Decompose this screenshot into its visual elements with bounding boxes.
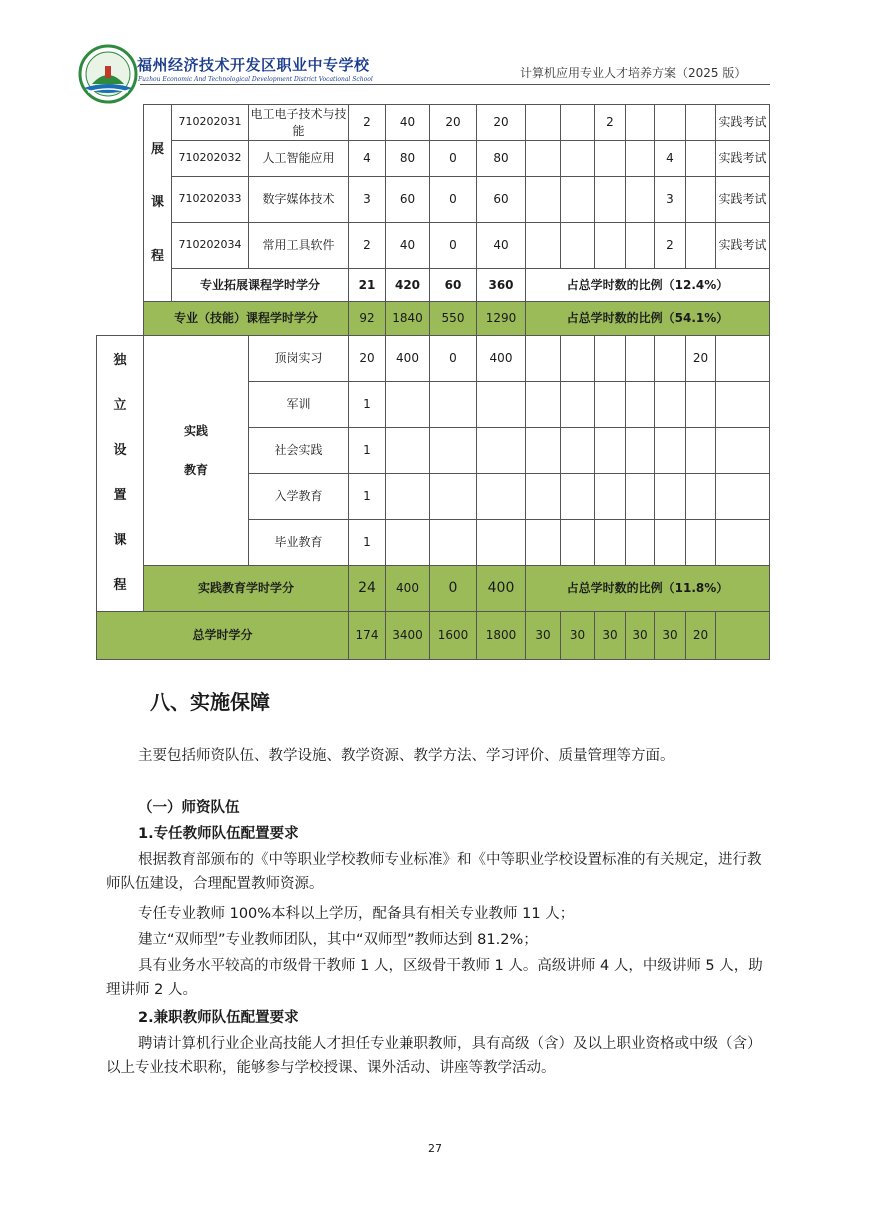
semester-cell [561,177,595,223]
credit-cell: 2 [349,105,386,141]
category-char: 立 [113,398,127,414]
practice-cell [477,520,526,566]
credit-cell: 1 [349,474,386,520]
paragraph: 具有业务水平较高的市级骨干教师 1 人，区级骨干教师 1 人。高级讲师 4 人，中级讲师 5 人，助理讲师 2 人。 [106,958,763,998]
semester-cell: 20 [686,336,716,382]
course-code: 710202031 [172,105,249,141]
semester-cell [626,520,655,566]
category-char: 程 [113,578,127,594]
credit-cell: 3 [349,177,386,223]
semester-cell [561,105,595,141]
semester-cell [526,141,561,177]
exam-cell [716,382,770,428]
semester-cell [561,428,595,474]
exam-cell [716,520,770,566]
hours-cell: 80 [386,141,430,177]
table-row [97,223,770,269]
semester-cell [526,105,561,141]
exam-cell: 实践考试 [716,105,770,141]
exam-cell [716,474,770,520]
exam-cell [716,428,770,474]
practice-cell [477,428,526,474]
course-name: 社会实践 [249,428,349,474]
semester-cell [595,520,626,566]
table-row [97,105,770,141]
semester-cell: 2 [595,105,626,141]
semester-cell [626,382,655,428]
header-divider [140,84,770,85]
semester-cell [595,382,626,428]
hours-cell [386,428,430,474]
semester-cell [595,474,626,520]
exam-cell [716,336,770,382]
practice-cell: 400 [477,566,526,612]
theory-cell [430,474,477,520]
document-title: 计算机应用专业人才培养方案（2025 版） [520,66,747,80]
theory-cell: 0 [430,336,477,382]
semester-cell [526,177,561,223]
semester-cell: 4 [655,141,686,177]
course-name: 军训 [249,382,349,428]
theory-cell: 0 [430,223,477,269]
semester-cell: 30 [561,612,595,660]
course-code: 710202034 [172,223,249,269]
semester-cell [686,177,716,223]
course-name: 入学教育 [249,474,349,520]
exam-cell: 实践考试 [716,223,770,269]
exam-cell [716,612,770,660]
ratio-cell: 占总学时数的比例（12.4%） [526,269,770,302]
hours-cell: 3400 [386,612,430,660]
semester-cell: 30 [655,612,686,660]
semester-cell: 20 [686,612,716,660]
semester-cell [626,141,655,177]
semester-cell [655,382,686,428]
semester-cell: 30 [595,612,626,660]
indep-category-cell [97,336,144,612]
hours-cell: 60 [386,177,430,223]
theory-cell [430,428,477,474]
semester-cell [595,141,626,177]
course-name: 数字媒体技术 [249,177,349,223]
course-code: 710202032 [172,141,249,177]
school-logo-icon [78,44,138,104]
semester-cell [561,520,595,566]
credit-cell: 20 [349,336,386,382]
semester-cell: 2 [655,223,686,269]
practice-cell: 1800 [477,612,526,660]
semester-cell: 3 [655,177,686,223]
hours-cell: 40 [386,223,430,269]
semester-cell [686,105,716,141]
subtotal-label: 实践教育学时学分 [144,566,349,612]
theory-cell: 550 [430,302,477,336]
theory-cell: 1600 [430,612,477,660]
school-name-en: Fuzhou Economic And Technological Development District Vocational School [138,76,373,83]
semester-cell [686,141,716,177]
semester-cell [561,382,595,428]
paragraph: 建立“双师型”专业教师团队，其中“双师型”教师达到 81.2%； [138,932,538,948]
table-row [97,177,770,223]
subtotal-label: 专业（技能）课程学时学分 [144,302,349,336]
semester-cell [655,428,686,474]
course-name: 常用工具软件 [249,223,349,269]
hours-cell: 40 [386,105,430,141]
practice-cell: 400 [477,336,526,382]
page-number: 27 [428,1142,442,1155]
semester-cell [686,428,716,474]
course-name: 电工电子技术与技能 [249,105,349,141]
theory-cell [430,382,477,428]
semester-cell: 30 [626,612,655,660]
practice-group-line: 实践 [183,424,208,439]
credit-cell: 92 [349,302,386,336]
semester-cell [526,336,561,382]
subtotal-label: 专业拓展课程学时学分 [172,269,349,302]
course-name: 毕业教育 [249,520,349,566]
curriculum-table [96,104,770,660]
practice-cell: 20 [477,105,526,141]
practice-cell: 1290 [477,302,526,336]
subsection-heading: （一）师资队伍 [138,800,240,816]
practice-cell: 40 [477,223,526,269]
section-title: 八、实施保障 [150,690,270,714]
practice-cell: 60 [477,177,526,223]
semester-cell [561,141,595,177]
paragraph: 根据教育部颁布的《中等职业学校教师专业标准》和《中等职业学校设置标准的有关规定，进行教师队伍建设，合理配置教师资源。 [106,852,762,892]
category-char: 程 [150,248,164,264]
category-char: 课 [150,195,164,211]
intro-paragraph: 主要包括师资队伍、教学设施、教学资源、教学方法、学习评价、质量管理等方面。 [138,748,675,764]
credit-cell: 2 [349,223,386,269]
practice-group-line: 教育 [183,462,208,477]
theory-cell: 0 [430,141,477,177]
hours-cell: 400 [386,566,430,612]
semester-cell [626,336,655,382]
semester-cell [655,474,686,520]
semester-cell [561,474,595,520]
practice-cell: 80 [477,141,526,177]
table-row [97,302,770,336]
semester-cell [595,223,626,269]
school-name-cn: 福州经济技术开发区职业中专学校 [137,56,370,74]
category-char: 展 [150,141,164,157]
semester-cell [655,520,686,566]
semester-cell [626,474,655,520]
semester-cell [655,105,686,141]
credit-cell: 24 [349,566,386,612]
category-char: 独 [113,353,127,369]
category-char: 课 [113,533,127,549]
credit-cell: 1 [349,428,386,474]
semester-cell [595,428,626,474]
item-heading: 2.兼职教师队伍配置要求 [138,1010,299,1026]
credit-cell: 174 [349,612,386,660]
course-name: 人工智能应用 [249,141,349,177]
hours-cell: 1840 [386,302,430,336]
practice-group-cell [144,336,249,566]
semester-cell [526,223,561,269]
ratio-cell: 占总学时数的比例（11.8%） [526,566,770,612]
semester-cell [686,382,716,428]
theory-cell: 0 [430,566,477,612]
table-row [97,566,770,612]
semester-cell [526,428,561,474]
semester-cell [595,336,626,382]
exam-cell: 实践考试 [716,177,770,223]
semester-cell [526,382,561,428]
hours-cell [386,382,430,428]
semester-cell [626,223,655,269]
semester-cell [686,474,716,520]
category-char: 置 [113,488,127,504]
practice-cell: 360 [477,269,526,302]
table-row [97,141,770,177]
credit-cell: 21 [349,269,386,302]
category-char: 设 [113,443,127,459]
table-row [97,269,770,302]
exam-cell: 实践考试 [716,141,770,177]
semester-cell [561,223,595,269]
credit-cell: 1 [349,382,386,428]
ext-category-cell [144,105,172,302]
course-code: 710202033 [172,177,249,223]
theory-cell: 0 [430,177,477,223]
hours-cell [386,474,430,520]
paragraph: 专任专业教师 100%本科以上学历，配备具有相关专业教师 11 人； [138,906,575,922]
item-heading: 1.专任教师队伍配置要求 [138,826,299,842]
semester-cell [655,336,686,382]
semester-cell [686,520,716,566]
table-row [97,336,770,382]
course-name: 顶岗实习 [249,336,349,382]
blank-cell [97,105,144,336]
page-header [0,0,870,100]
ratio-cell: 占总学时数的比例（54.1%） [526,302,770,336]
semester-cell [626,105,655,141]
semester-cell [626,177,655,223]
table-row [97,612,770,660]
credit-cell: 4 [349,141,386,177]
semester-cell: 30 [526,612,561,660]
theory-cell: 60 [430,269,477,302]
hours-cell: 420 [386,269,430,302]
semester-cell [526,520,561,566]
practice-cell [477,474,526,520]
semester-cell [626,428,655,474]
semester-cell [561,336,595,382]
hours-cell: 400 [386,336,430,382]
practice-cell [477,382,526,428]
semester-cell [595,177,626,223]
theory-cell [430,520,477,566]
credit-cell: 1 [349,520,386,566]
hours-cell [386,520,430,566]
semester-cell [686,223,716,269]
theory-cell: 20 [430,105,477,141]
paragraph: 聘请计算机行业企业高技能人才担任专业兼职教师，具有高级（含）及以上职业资格或中级（含）以上专业技术职称，能够参与学校授课、课外活动、讲座等教学活动。 [106,1036,762,1076]
semester-cell [526,474,561,520]
total-label: 总学时学分 [97,612,349,660]
